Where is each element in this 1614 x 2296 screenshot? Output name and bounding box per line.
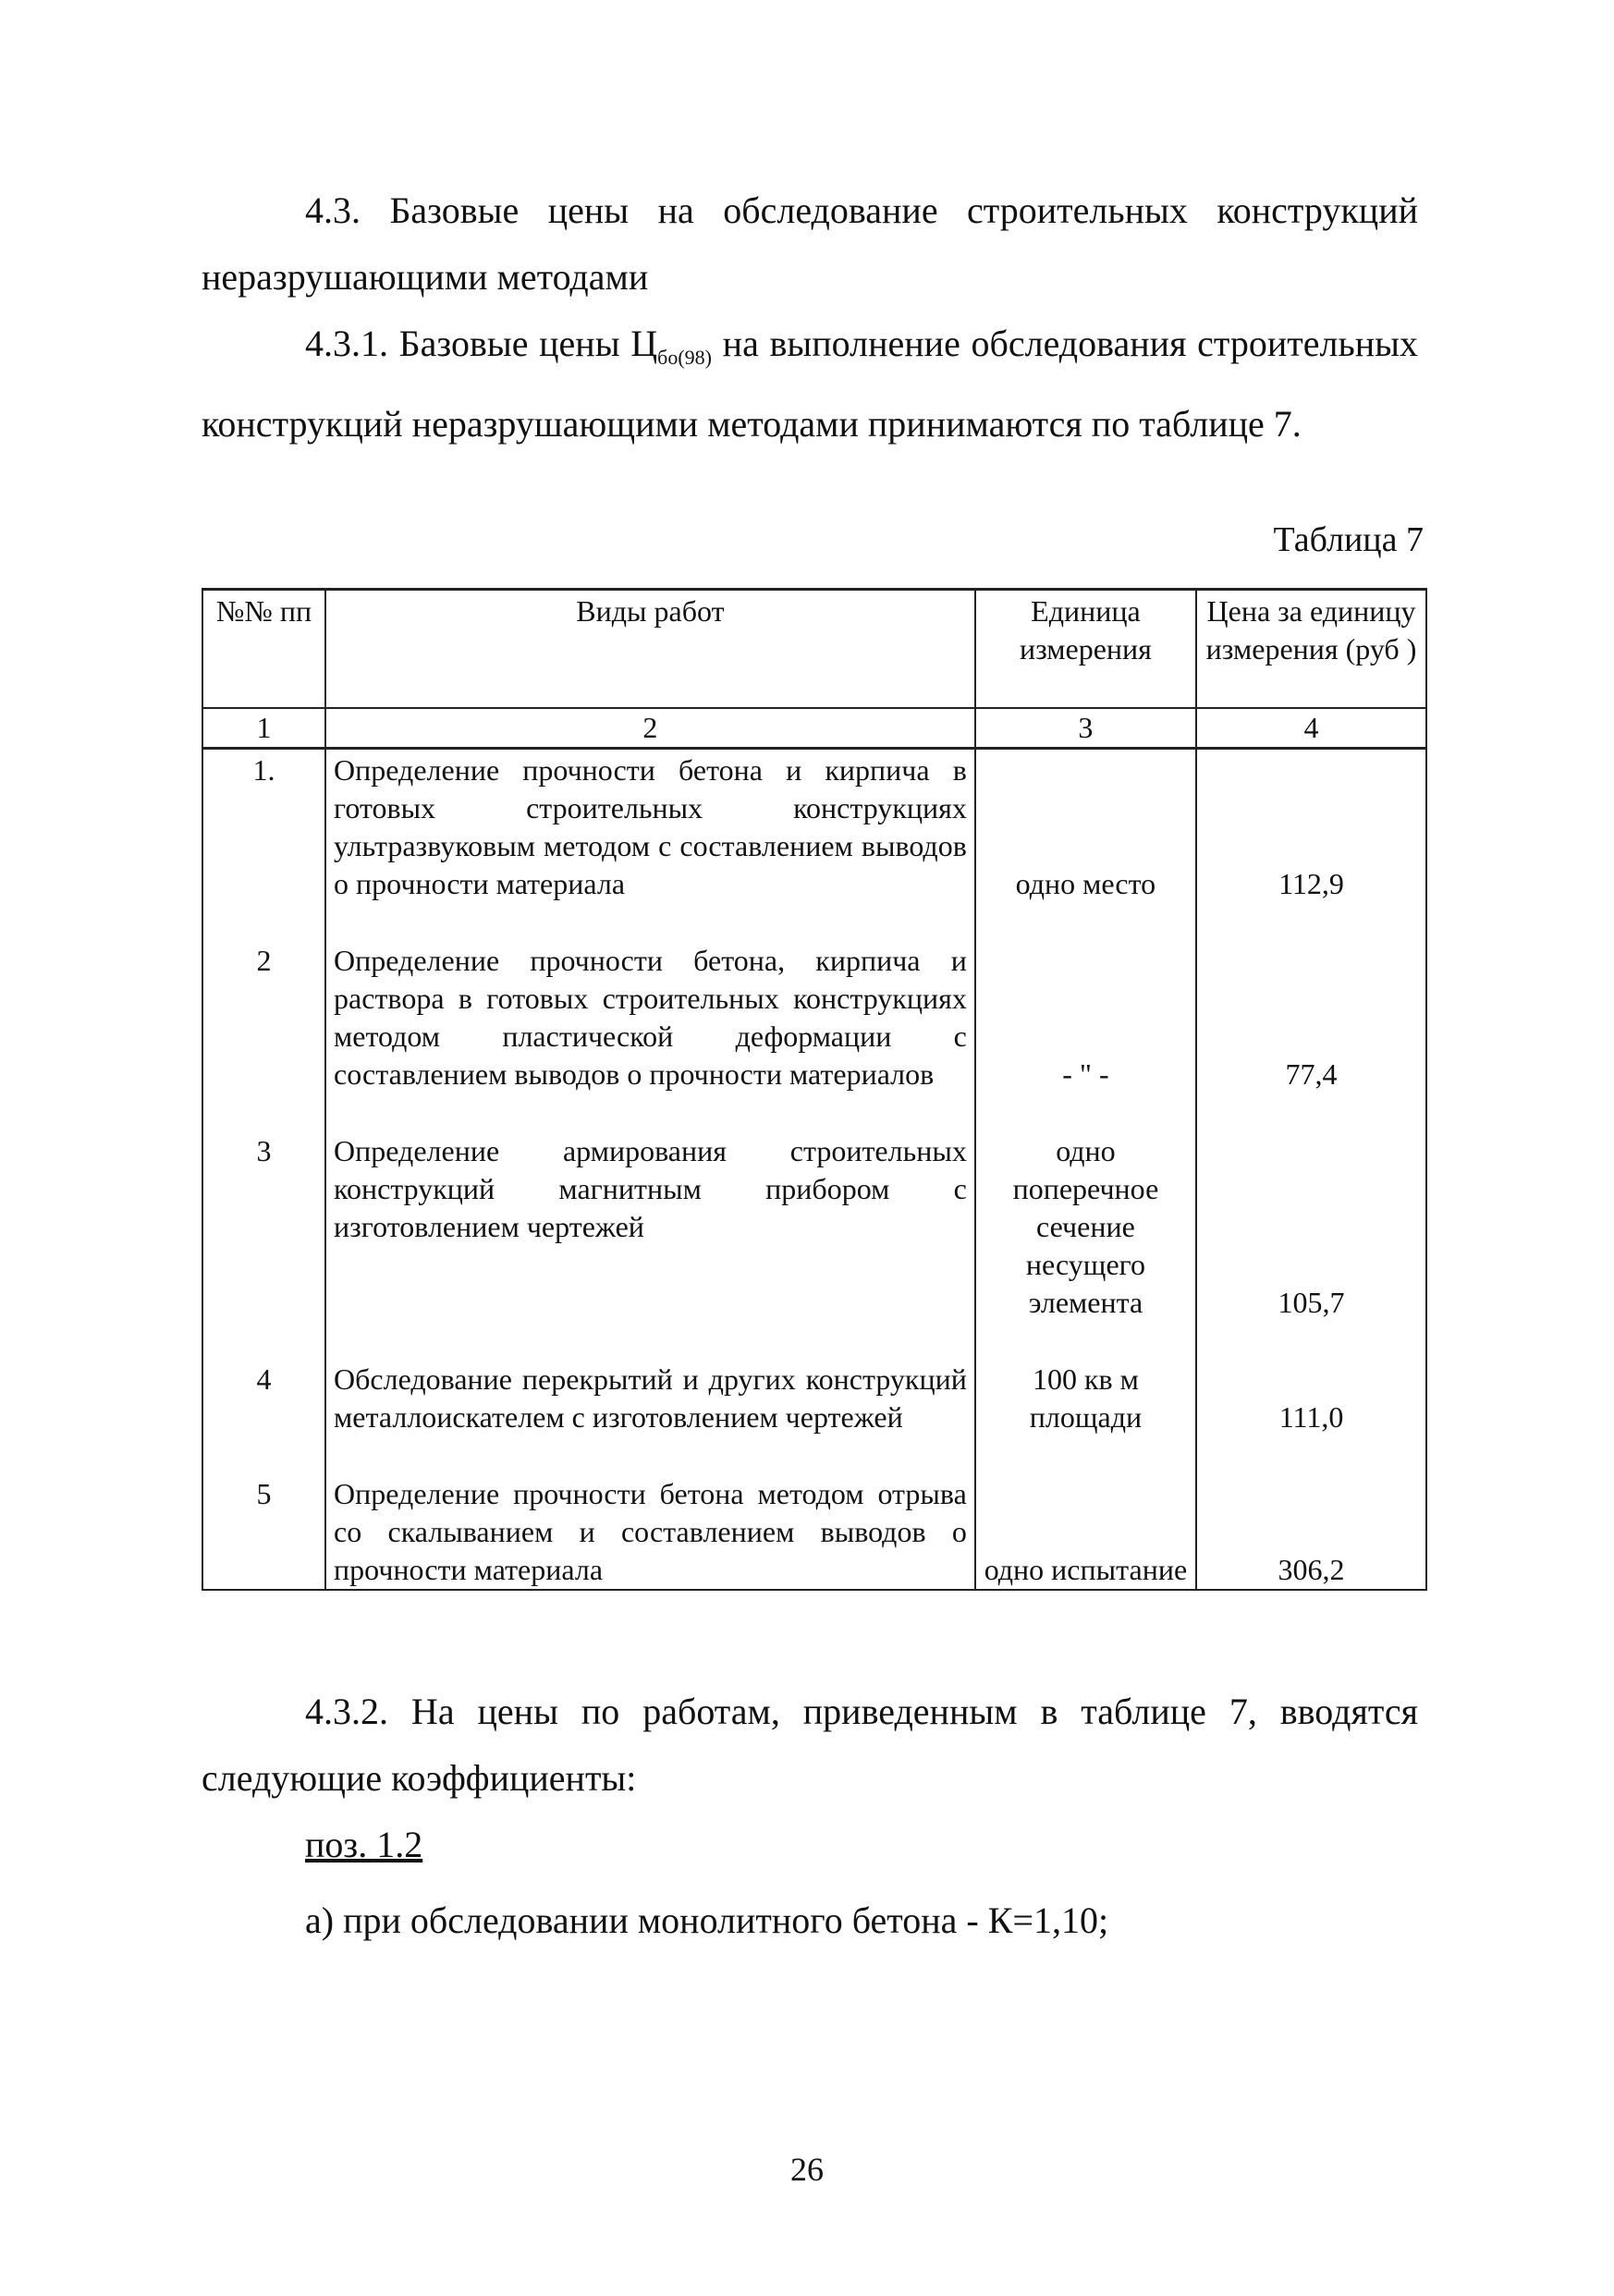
paragraph-4-3-1 [202, 311, 1418, 458]
row-number: 3 [202, 1130, 325, 1359]
paragraph-4-3-2: 4.3.2. На цены по работам, приведенным в таблице 7, вводятся следующие коэффициенты: [202, 1691, 1418, 1799]
header-number: №№ пп [202, 590, 325, 709]
header-unit: Единица измерения [975, 590, 1196, 709]
row-number: 4 [202, 1359, 325, 1473]
row-price: 112,9 [1196, 749, 1426, 941]
table-caption: Таблица 7 [1273, 520, 1424, 559]
price-symbol-subscript: бо(98) [657, 346, 713, 369]
row-number: 5 [202, 1473, 325, 1590]
header-work-type: Виды работ [325, 590, 975, 709]
row-unit: - " - [975, 940, 1196, 1130]
row-unit: одно испытание [975, 1473, 1196, 1590]
table-column-numbers-row [202, 708, 1426, 749]
row-price: 77,4 [1196, 940, 1426, 1130]
row-unit: одно место [975, 749, 1196, 941]
row-number: 2 [202, 940, 325, 1130]
header-price: Цена за единицу измерения (руб ) [1196, 590, 1426, 709]
item-a: а) при обследовании монолитного бетона - К=1,10; [305, 1899, 1109, 1941]
row-number: 1. [202, 749, 325, 941]
column-number-1: 1 [202, 708, 325, 749]
table-row [202, 749, 1426, 941]
position-label: поз. 1.2 [305, 1824, 423, 1865]
table-header-row [202, 590, 1426, 709]
row-work: Определение армирования строительных конструкций магнитным прибором с изготовлением чертежей [325, 1130, 975, 1359]
paragraph-4-3-1-start: 4.3.1. Базовые цены Ц [305, 323, 658, 364]
row-work: Определение прочности бетона методом отрыва со скалыванием и составлением выводов о прочности материала [325, 1473, 975, 1590]
row-price: 306,2 [1196, 1473, 1426, 1590]
page-number: 26 [790, 2151, 824, 2188]
row-unit: одно поперечное сечение несущего элемента [975, 1130, 1196, 1359]
table-row [202, 1130, 1426, 1359]
row-price: 111,0 [1196, 1359, 1426, 1473]
row-unit: 100 кв м площади [975, 1359, 1196, 1473]
table-row [202, 1473, 1426, 1590]
table-row [202, 1359, 1426, 1473]
column-number-2: 2 [325, 708, 975, 749]
prices-table [202, 588, 1427, 1591]
column-number-3: 3 [975, 708, 1196, 749]
section-heading-4-3: 4.3. Базовые цены на обследование строительных конструкций неразрушающими методами [202, 189, 1418, 298]
table-row [202, 940, 1426, 1130]
paragraph-4-3-1-end: на выполнение обследования строительных конструкций неразрушающими методами принимаются по таблице 7. [202, 323, 1418, 445]
row-work: Обследование перекрытий и других конструкций металлоискателем с изготовлением чертежей [325, 1359, 975, 1473]
column-number-4: 4 [1196, 708, 1426, 749]
row-work: Определение прочности бетона, кирпича и раствора в готовых строительных конструкциях методом пластической деформации с составлением выводов о прочности материалов [325, 940, 975, 1130]
row-price: 105,7 [1196, 1130, 1426, 1359]
row-work: Определение прочности бетона и кирпича в готовых строительных конструкциях ультразвуковым методом с составлением выводов о прочности материала [325, 749, 975, 941]
